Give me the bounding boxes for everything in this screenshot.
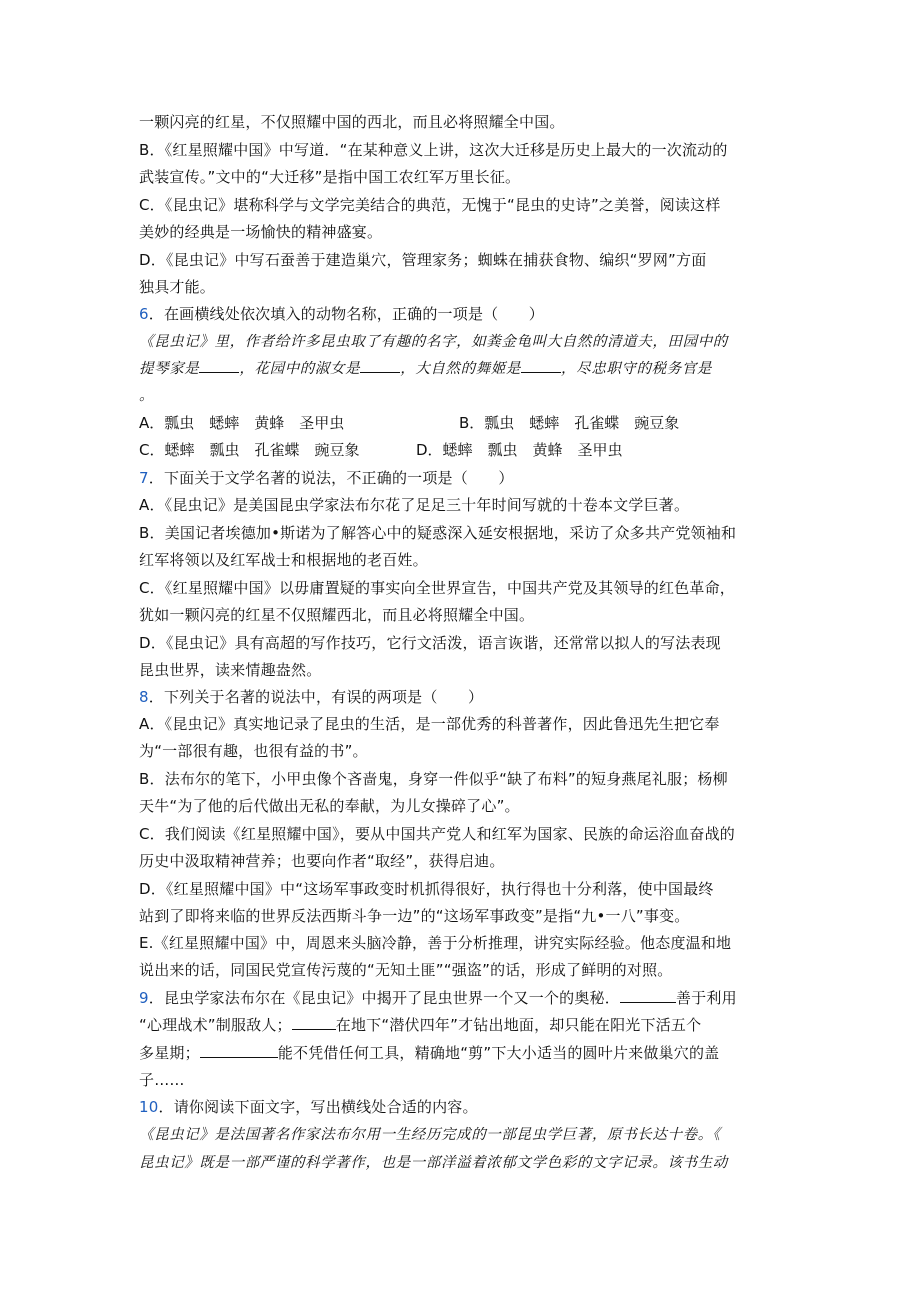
q10-number: 10 bbox=[139, 1098, 159, 1116]
q7-option-b[interactable]: B．美国记者埃德加•斯诺为了解答心中的疑惑深入延安根据地，采访了众多共产党领袖和 bbox=[139, 524, 737, 542]
q7-option-b-continuation: 红军将领以及红军战士和根据地的老百姓。 bbox=[139, 551, 428, 569]
blank-1[interactable] bbox=[199, 358, 239, 373]
q8-option-d[interactable]: D．《红星照耀中国》中“这场军事政变时机抓得很好，执行得也十分利落，使中国最终 bbox=[139, 880, 714, 898]
q5-option-c: C．《昆虫记》堪称科学与文学完美结合的典范，无愧于“昆虫的史诗”之美誉，阅读这样 bbox=[139, 196, 721, 214]
q5-option-b: B．《红星照耀中国》中写道．“在某种意义上讲，这次大迁移是历史上最大的一次流动的 bbox=[139, 141, 728, 159]
q6-option-a[interactable]: A．瓢虫 蟋蟀 黄蜂 圣甲虫 bbox=[139, 414, 345, 432]
blank-3[interactable] bbox=[521, 358, 561, 373]
q6-passage-blanks: 提琴家是 ，花园中的淑女是 ，大自然的舞姬是 ，尽忠职守的税务官是 bbox=[139, 357, 820, 381]
q5-option-a-continuation: 一颗闪亮的红星，不仅照耀中国的西北，而且必将照耀全中国。 bbox=[139, 113, 565, 131]
q8-option-e-continuation: 说出来的话，同国民党宣传污蔑的“无知土匪”“强盗”的话，形成了鲜明的对照。 bbox=[139, 961, 673, 979]
q8-option-a-continuation: 为“一部很有趣，也很有益的书”。 bbox=[139, 742, 368, 760]
q9-line-2: “心理战术”制服敌人； 在地下“潜伏四年”才钻出地面，却只能在阳光下活五个 bbox=[139, 1016, 702, 1034]
q6-option-d[interactable]: D．蟋蟀 瓢虫 黄蜂 圣甲虫 bbox=[416, 441, 623, 459]
q8-option-e[interactable]: E.《红星照耀中国》中，周恩来头脑冷静，善于分析推理，讲究实际经验。他态度温和地 bbox=[139, 934, 732, 952]
q6-passage-end: 。 bbox=[139, 388, 155, 404]
q8-stem: 8．下列关于名著的说法中，有误的两项是（ ） bbox=[139, 688, 484, 706]
q5-option-c-continuation: 美妙的经典是一场愉快的精神盛宴。 bbox=[139, 223, 383, 241]
q7-number: 7 bbox=[139, 469, 149, 487]
q9-blank-3[interactable] bbox=[200, 1043, 278, 1058]
q9-line-4: 子…… bbox=[139, 1071, 185, 1089]
q8-option-b-continuation: 天牛“为了他的后代做出无私的奉献，为儿女操碎了心”。 bbox=[139, 797, 520, 815]
q7-stem: 7．下面关于文学名著的说法，不正确的一项是（ ） bbox=[139, 469, 514, 487]
q5-option-b-continuation: 武装宣传。”文中的“大迁移”是指中国工农红军万里长征。 bbox=[139, 168, 521, 186]
q8-option-c[interactable]: C．我们阅读《红星照耀中国》，要从中国共产党人和红军为国家、民族的命运浴血奋战的 bbox=[139, 825, 735, 843]
q10-passage-continuation: 昆虫记》既是一部严谨的科学著作，也是一部洋溢着浓郁文学色彩的文字记录。该书生动 bbox=[139, 1155, 728, 1171]
q7-option-d-continuation: 昆虫世界，读来情趣盎然。 bbox=[139, 661, 322, 679]
q6-option-b[interactable]: B．瓢虫 蟋蟀 孔雀蝶 豌豆象 bbox=[459, 414, 680, 432]
q5-option-d-continuation: 独具才能。 bbox=[139, 278, 216, 296]
blank-2[interactable] bbox=[360, 358, 400, 373]
q8-option-b[interactable]: B．法布尔的笔下，小甲虫像个吝啬鬼，身穿一件似乎“缺了布料”的短身燕尾礼服；杨柳 bbox=[139, 770, 728, 788]
q6-option-c[interactable]: C．蟋蟀 瓢虫 孔雀蝶 豌豆象 bbox=[139, 441, 360, 459]
q9-line-3: 多星期； 能不凭借任何工具，精确地“剪”下大小适当的圆叶片来做巢穴的盖 bbox=[139, 1044, 720, 1062]
q7-option-c-continuation: 犹如一颗闪亮的红星不仅照耀西北，而且必将照耀全中国。 bbox=[139, 606, 535, 624]
q8-option-d-continuation: 站到了即将来临的世界反法西斯斗争一边”的“这场军事政变”是指“九•一八”事变。 bbox=[139, 907, 690, 925]
q6-stem: 6．在画横线处依次填入的动物名称，正确的一项是（ ） bbox=[139, 305, 544, 323]
q7-option-c[interactable]: C．《红星照耀中国》以毋庸置疑的事实向全世界宣告，中国共产党及其领导的红色革命， bbox=[139, 579, 735, 597]
q10-passage: 《昆虫记》是法国著名作家法布尔用一生经历完成的一部昆虫学巨著，原书长达十卷。《 bbox=[139, 1127, 721, 1143]
q9-blank-2[interactable] bbox=[292, 1015, 336, 1030]
q7-option-d[interactable]: D．《昆虫记》具有高超的写作技巧，它行文活泼，语言诙谐，还常常以拟人的写法表现 bbox=[139, 634, 721, 652]
q9-number: 9 bbox=[139, 989, 149, 1007]
q9-line-1: 9．昆虫学家法布尔在《昆虫记》中揭开了昆虫世界一个又一个的奥秘． 善于利用 bbox=[139, 989, 737, 1007]
q6-number: 6 bbox=[139, 305, 149, 323]
q6-passage: 《昆虫记》里，作者给许多昆虫取了有趣的名字，如粪金龟叫大自然的清道夫，田园中的 bbox=[139, 334, 728, 350]
q9-blank-1[interactable] bbox=[620, 988, 676, 1003]
q8-option-c-continuation: 历史中汲取精神营养；也要向作者“取经”，获得启迪。 bbox=[139, 852, 505, 870]
q10-stem: 10．请你阅读下面文字，写出横线处合适的内容。 bbox=[139, 1098, 478, 1116]
q8-option-a[interactable]: A．《昆虫记》真实地记录了昆虫的生活，是一部优秀的科普著作，因此鲁迅先生把它奉 bbox=[139, 715, 720, 733]
q8-number: 8 bbox=[139, 688, 149, 706]
q5-option-d: D．《昆虫记》中写石蚕善于建造巢穴，管理家务；蜘蛛在捕获食物、编织“罗网”方面 bbox=[139, 251, 707, 269]
q7-option-a[interactable]: A．《昆虫记》是美国昆虫学家法布尔花了足足三十年时间写就的十卷本文学巨著。 bbox=[139, 496, 690, 514]
